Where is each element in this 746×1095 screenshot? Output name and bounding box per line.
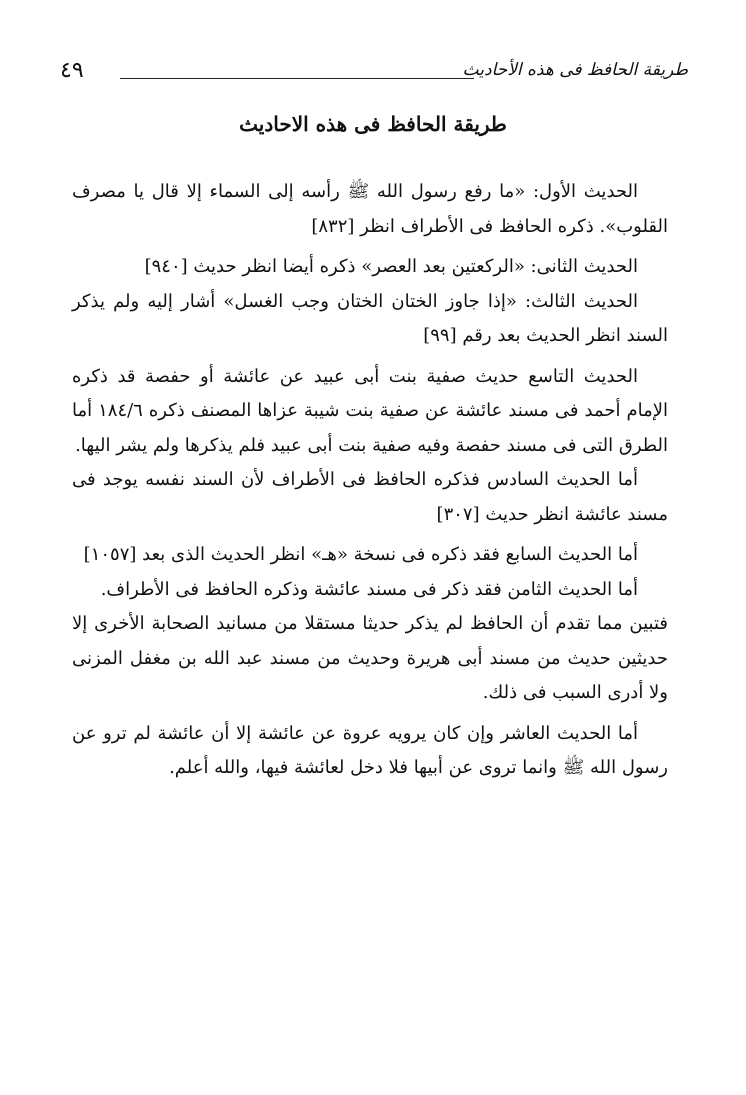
body-text: [72, 175, 668, 786]
paragraph-hadith-6: أما الحديث السادس فذكره الحافظ فى الأطراف لأن السند نفسه يوجد فى مسند عائشة انظر حديث [٣٠٧]: [72, 469, 668, 525]
running-title: طريقة الحافظ فى هذه الأحاديث: [462, 60, 688, 80]
paragraph-hadith-9: الحديث التاسع حديث صفية بنت أبى عبيد عن عائشة أو حفصة قد ذكره الإمام أحمد فى مسند عائشة عن صفية بنت شيبة عزاها المصنف ذكره ١٨٤/٦ أما الطرق التى فى مسند حفصة وفيه صفية بنت أبى عبيد فلم يذكرها ولم يشر اليها.: [72, 365, 668, 456]
section-title: طريقة الحافظ فى هذه الاحاديث: [239, 112, 507, 136]
paragraph-hadith-1: الحديث الأول: «ما رفع رسول الله ﷺ رأسه إلى السماء إلا قال يا مصرف القلوب». ذكره الحافظ فى الأطراف انظر [٨٣٢]: [72, 181, 668, 237]
page-header: [60, 56, 688, 92]
paragraph-hadith-2: الحديث الثانى: «الركعتين بعد العصر» ذكره أيضا انظر حديث [٩٤٠]: [144, 256, 638, 277]
page-number: ٤٩: [60, 58, 84, 83]
paragraph-hadith-8: أما الحديث الثامن فقد ذكر فى مسند عائشة وذكره الحافظ فى الأطراف.: [100, 578, 638, 600]
paragraph-hadith-10: أما الحديث العاشر وإن كان يرويه عروة عن عائشة إلا أن عائشة لم ترو عن رسول الله ﷺ وانما تروى عن أبيها فلا دخل لعائشة فيها، والله أعلم.: [72, 722, 668, 778]
paragraph-hadith-7: أما الحديث السابع فقد ذكره فى نسخة «هـ» انظر الحديث الذى بعد [١٠٥٧]: [83, 544, 638, 565]
header-rule: [120, 78, 474, 79]
paragraph-conclusion: فتبين مما تقدم أن الحافظ لم يذكر حديثا مستقلا من مسانيد الصحابة الأخرى إلا حديثين حديث من مسند أبى هريرة وحديث من مسند عبد الله بن مغفل المزنى ولا أدرى السبب فى ذلك.: [72, 613, 668, 703]
paragraph-hadith-3: الحديث الثالث: «إذا جاوز الختان الختان وجب الغسل» أشار إليه ولم يذكر السند انظر الحديث بعد رقم [٩٩]: [72, 290, 668, 346]
